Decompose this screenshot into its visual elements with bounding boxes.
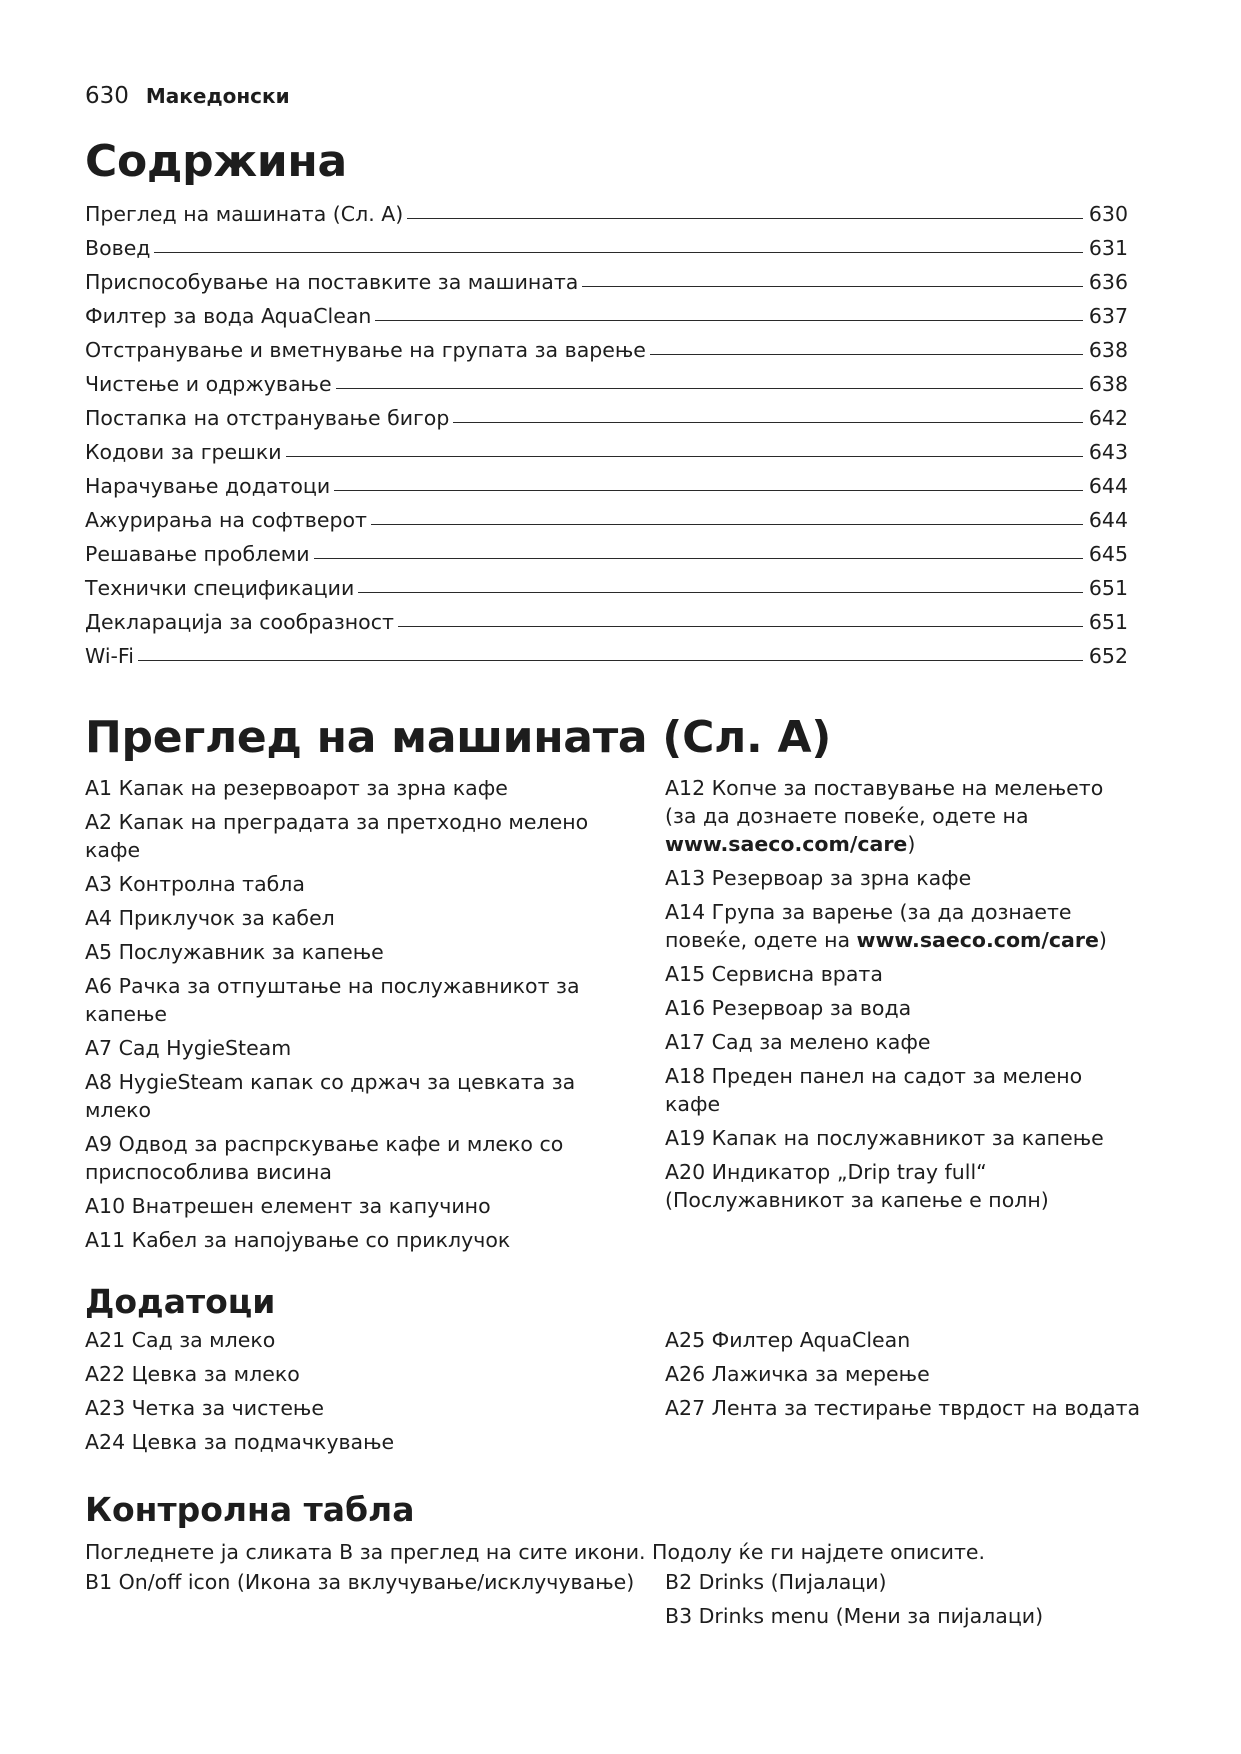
toc-entry-page: 645: [1088, 542, 1128, 566]
list-item-text-end: ): [907, 832, 916, 856]
list-item-text: A13 Резервоар за зрна кафе: [665, 866, 972, 890]
list-item: A6 Рачка за отпуштање на послужавникот за капење: [85, 974, 580, 1026]
toc-entry[interactable]: [85, 396, 1128, 430]
accessories-title: Додатоци: [85, 1282, 276, 1321]
toc-entry[interactable]: [85, 226, 1128, 260]
list-item: A25 Филтер AquaClean: [665, 1328, 911, 1352]
toc-entry[interactable]: [85, 498, 1128, 532]
toc-entry-page: 643: [1088, 440, 1128, 464]
toc-entry-title: Технички спецификации: [85, 576, 355, 600]
toc-leader-line: [154, 251, 1083, 253]
toc-leader-line: [371, 523, 1083, 525]
table-of-contents: [85, 192, 1128, 668]
list-item-text-end: ): [1098, 928, 1107, 952]
list-item: A26 Лажичка за мерење: [665, 1362, 930, 1386]
overview-list: [85, 774, 1165, 1260]
toc-entry-title: Филтер за вода AquaClean: [85, 304, 372, 328]
toc-leader-line: [358, 591, 1083, 593]
list-item-text: A12 Копче за поставување на мелењето (за да дознаете повеќе, одете на: [665, 776, 1104, 828]
toc-entry-title: Преглед на машината (Сл. A): [85, 202, 404, 226]
list-item: [665, 898, 1165, 954]
list-item: [665, 994, 1165, 1022]
toc-entry[interactable]: [85, 566, 1128, 600]
list-item-text: A15 Сервисна врата: [665, 962, 883, 986]
list-item: A5 Послужавник за капење: [85, 940, 384, 964]
toc-entry-page: 638: [1088, 372, 1128, 396]
list-item: [665, 1124, 1165, 1152]
list-item: [665, 1062, 1165, 1118]
list-item-text: A14 Група за варење (за да дознаете повеќе, одете на: [665, 900, 1072, 952]
toc-entry-page: 642: [1088, 406, 1128, 430]
toc-entry-page: 652: [1088, 644, 1128, 668]
control-panel-right-column: [665, 1568, 1165, 1636]
toc-entry-title: Постапка на отстранување бигор: [85, 406, 450, 430]
toc-entry[interactable]: [85, 260, 1128, 294]
list-item: A22 Цевка за млеко: [85, 1362, 300, 1386]
toc-entry-page: 644: [1088, 474, 1128, 498]
toc-leader-line: [650, 353, 1083, 355]
list-item: A4 Приклучок за кабел: [85, 906, 335, 930]
toc-entry-page: 631: [1088, 236, 1128, 260]
toc-leader-line: [398, 625, 1083, 627]
toc-leader-line: [582, 285, 1083, 287]
accessories-right-column: [665, 1326, 1165, 1462]
toc-entry[interactable]: [85, 464, 1128, 498]
list-item: A11 Кабел за напојување со приклучок: [85, 1228, 511, 1252]
toc-entry[interactable]: [85, 192, 1128, 226]
toc-entry-page: 636: [1088, 270, 1128, 294]
toc-entry[interactable]: [85, 362, 1128, 396]
toc-entry-title: Решавање проблеми: [85, 542, 310, 566]
accessories-list: [85, 1326, 1165, 1462]
toc-entry-page: 651: [1088, 576, 1128, 600]
toc-entry-title: Декларација за сообразност: [85, 610, 394, 634]
overview-right-column: [665, 774, 1165, 1260]
control-panel-list: [85, 1568, 1165, 1636]
toc-leader-line: [453, 421, 1083, 423]
control-panel-title: Контролна табла: [85, 1490, 415, 1529]
list-item: A9 Одвод за распрскување кафе и млеко со приспособлива висина: [85, 1132, 564, 1184]
list-item: A21 Сад за млеко: [85, 1328, 276, 1352]
toc-entry-title: Вовед: [85, 236, 151, 260]
list-item-text: A19 Капак на послужавникот за капење: [665, 1126, 1104, 1150]
overview-left-column: [85, 774, 665, 1260]
control-panel-left-column: [85, 1568, 665, 1636]
website-link[interactable]: www.saeco.com/care: [665, 832, 908, 856]
list-item: A3 Контролна табла: [85, 872, 305, 896]
toc-entry[interactable]: [85, 634, 1128, 668]
page-number: 630: [85, 83, 129, 109]
toc-entry-title: Ажурирања на софтверот: [85, 508, 367, 532]
toc-leader-line: [138, 659, 1083, 661]
toc-entry-page: 651: [1088, 610, 1128, 634]
list-item: [665, 1158, 1165, 1214]
toc-leader-line: [407, 217, 1083, 219]
language-label: Македонски: [145, 84, 290, 108]
toc-entry-page: 630: [1088, 202, 1128, 226]
list-item: B1 On/off icon (Икона за вклучување/исклучување): [85, 1570, 635, 1594]
toc-entry[interactable]: [85, 600, 1128, 634]
toc-title: Содржина: [85, 136, 347, 187]
list-item: A2 Капак на преградата за претходно мелено кафе: [85, 810, 589, 862]
toc-entry-page: 644: [1088, 508, 1128, 532]
list-item: [665, 774, 1165, 858]
list-item: [665, 1028, 1165, 1056]
toc-entry-title: Чистење и одржување: [85, 372, 332, 396]
accessories-left-column: [85, 1326, 665, 1462]
toc-leader-line: [334, 489, 1083, 491]
list-item: A24 Цевка за подмачкување: [85, 1430, 395, 1454]
toc-entry-page: 638: [1088, 338, 1128, 362]
control-panel-intro: Погледнете ја сликата B за преглед на сите икони. Подолу ќе ги најдете описите.: [85, 1540, 986, 1564]
list-item-text: A18 Преден панел на садот за мелено кафе: [665, 1064, 1083, 1116]
list-item: A10 Внатрешен елемент за капучино: [85, 1194, 491, 1218]
list-item-text: A17 Сад за мелено кафе: [665, 1030, 931, 1054]
list-item: B2 Drinks (Пијалаци): [665, 1570, 887, 1594]
toc-leader-line: [375, 319, 1083, 321]
toc-entry[interactable]: [85, 294, 1128, 328]
toc-leader-line: [336, 387, 1083, 389]
running-header: [85, 82, 290, 111]
website-link[interactable]: www.saeco.com/care: [856, 928, 1099, 952]
toc-entry-page: 637: [1088, 304, 1128, 328]
toc-entry[interactable]: [85, 430, 1128, 464]
list-item: [665, 960, 1165, 988]
list-item: B3 Drinks menu (Мени за пијалаци): [665, 1604, 1044, 1628]
toc-leader-line: [314, 557, 1083, 559]
toc-entry-title: Wi-Fi: [85, 644, 134, 668]
toc-entry[interactable]: [85, 532, 1128, 566]
list-item-text: A16 Резервоар за вода: [665, 996, 912, 1020]
list-item: A1 Капак на резервоарот за зрна кафе: [85, 776, 508, 800]
toc-leader-line: [286, 455, 1083, 457]
list-item: A27 Лента за тестирање тврдост на водата: [665, 1396, 1141, 1420]
list-item-text: A20 Индикатор „Drip tray full“ (Послужавникот за капење е полн): [665, 1160, 1049, 1212]
toc-entry[interactable]: [85, 328, 1128, 362]
toc-entry-title: Приспособување на поставките за машината: [85, 270, 579, 294]
toc-entry-title: Нарачување додатоци: [85, 474, 331, 498]
list-item: [665, 864, 1165, 892]
overview-title: Преглед на машината (Сл. A): [85, 712, 832, 763]
list-item: A7 Сад HygieSteam: [85, 1036, 292, 1060]
toc-entry-title: Отстранување и вметнување на групата за варење: [85, 338, 646, 362]
list-item: A23 Четка за чистење: [85, 1396, 324, 1420]
toc-entry-title: Кодови за грешки: [85, 440, 282, 464]
list-item: A8 HygieSteam капак со држач за цевката за млеко: [85, 1070, 576, 1122]
